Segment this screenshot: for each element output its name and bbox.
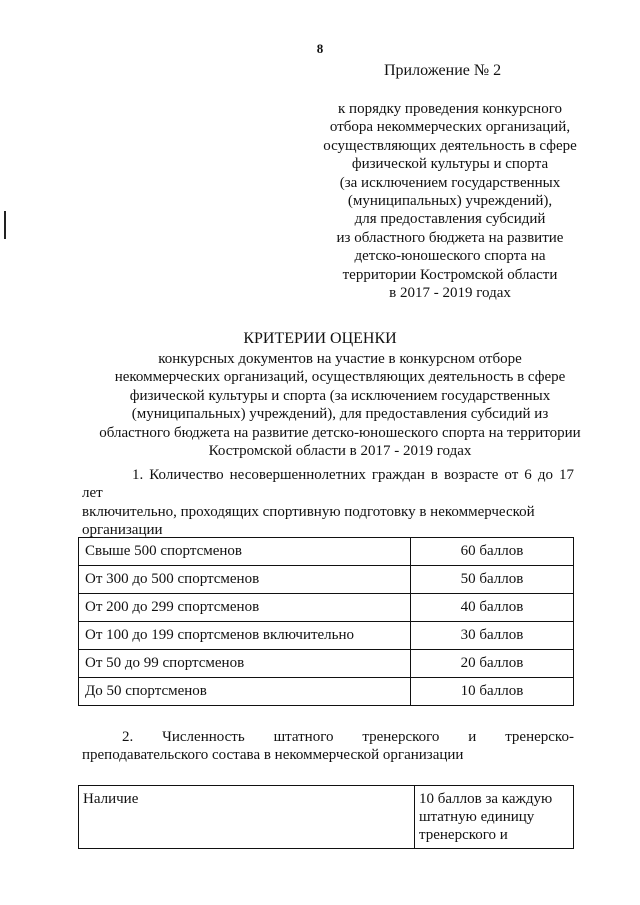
criterion-2-word: тренерско- [505, 729, 574, 745]
meta-line: отбора некоммерческих организаций, [329, 119, 571, 136]
appendix-label: Приложение № 2 [384, 62, 502, 79]
table-row [79, 566, 574, 594]
row-score: 40 баллов [411, 594, 574, 622]
criterion-1-line: 1. Количество несовершеннолетних граждан в возрасте от 6 до 17 лет [82, 467, 574, 502]
table-row [79, 786, 574, 849]
criterion-2-word: и [468, 729, 477, 745]
criterion-1-text [82, 466, 574, 540]
table-row [79, 538, 574, 566]
criterion-1-table [78, 537, 574, 706]
meta-line: из областного бюджета на развитие [336, 229, 564, 246]
score-line: штатную единицу [419, 809, 535, 825]
margin-mark [4, 211, 6, 239]
document-title: КРИТЕРИИ ОЦЕНКИ [243, 330, 397, 347]
score-line [419, 790, 569, 808]
table-row [79, 622, 574, 650]
table-row [79, 594, 574, 622]
meta-line: детско-юношеского спорта на [354, 248, 546, 265]
row-label: Наличие [79, 786, 415, 849]
row-score: 50 баллов [411, 566, 574, 594]
table-row [79, 650, 574, 678]
row-label: До 50 спортсменов [79, 678, 411, 706]
criterion-1-line-text: включительно, проходящих спортивную подготовку в некоммерческой [82, 503, 535, 520]
meta-line: территории Костромской области [342, 266, 558, 283]
row-score: 30 баллов [411, 622, 574, 650]
row-label: Свыше 500 спортсменов [79, 538, 411, 566]
row-label: От 300 до 500 спортсменов [79, 566, 411, 594]
subtitle-line: некоммерческих организаций, осуществляющих деятельность в сфере [114, 369, 566, 386]
row-score: 20 баллов [411, 650, 574, 678]
criterion-2-word: Численность [162, 729, 245, 745]
criterion-1-line [82, 503, 574, 521]
row-label: От 50 до 99 спортсменов [79, 650, 411, 678]
document-subtitle [80, 350, 600, 460]
subtitle-line: Костромской области в 2017 - 2019 годах [208, 443, 472, 460]
meta-line: к порядку проведения конкурсного [338, 101, 562, 117]
criterion-2-line [82, 728, 574, 746]
criterion-2-word: 2. [122, 729, 134, 745]
subtitle-line: областного бюджета на развитие детско-юношеского спорта на территории [99, 424, 581, 441]
meta-line: физической культуры и спорта [351, 156, 549, 173]
score-line-text: 10 баллов за каждую [419, 791, 553, 807]
subtitle-line: конкурсных документов на участие в конкурсном отборе [158, 351, 522, 367]
criterion-2-text [82, 728, 574, 765]
row-score [415, 786, 574, 849]
score-line: тренерского и [419, 827, 508, 843]
row-label: От 100 до 199 спортсменов включительно [79, 622, 411, 650]
row-score: 10 баллов [411, 678, 574, 706]
meta-line: для предоставления субсидий [354, 211, 546, 228]
meta-line: осуществляющих деятельность в сфере [323, 137, 577, 154]
row-label: От 200 до 299 спортсменов [79, 594, 411, 622]
meta-line: в 2017 - 2019 годах [389, 285, 511, 302]
table-row [79, 678, 574, 706]
criterion-2-table [78, 785, 574, 849]
criterion-2-word: штатного [273, 729, 334, 745]
meta-line: (за исключением государственных [339, 174, 561, 191]
appendix-reference [290, 100, 610, 302]
subtitle-line: физической культуры и спорта (за исключением государственных [129, 387, 551, 404]
criterion-2-line: преподавательского состава в некоммерческой организации [82, 747, 464, 764]
subtitle-line: (муниципальных) учреждений), для предоставления субсидий из [131, 406, 549, 423]
row-score: 60 баллов [411, 538, 574, 566]
criterion-1-line: организации [82, 522, 163, 539]
criterion-2-word: тренерского [362, 729, 440, 745]
meta-line: (муниципальных) учреждений), [347, 193, 553, 210]
page-number: 8 [316, 41, 324, 56]
